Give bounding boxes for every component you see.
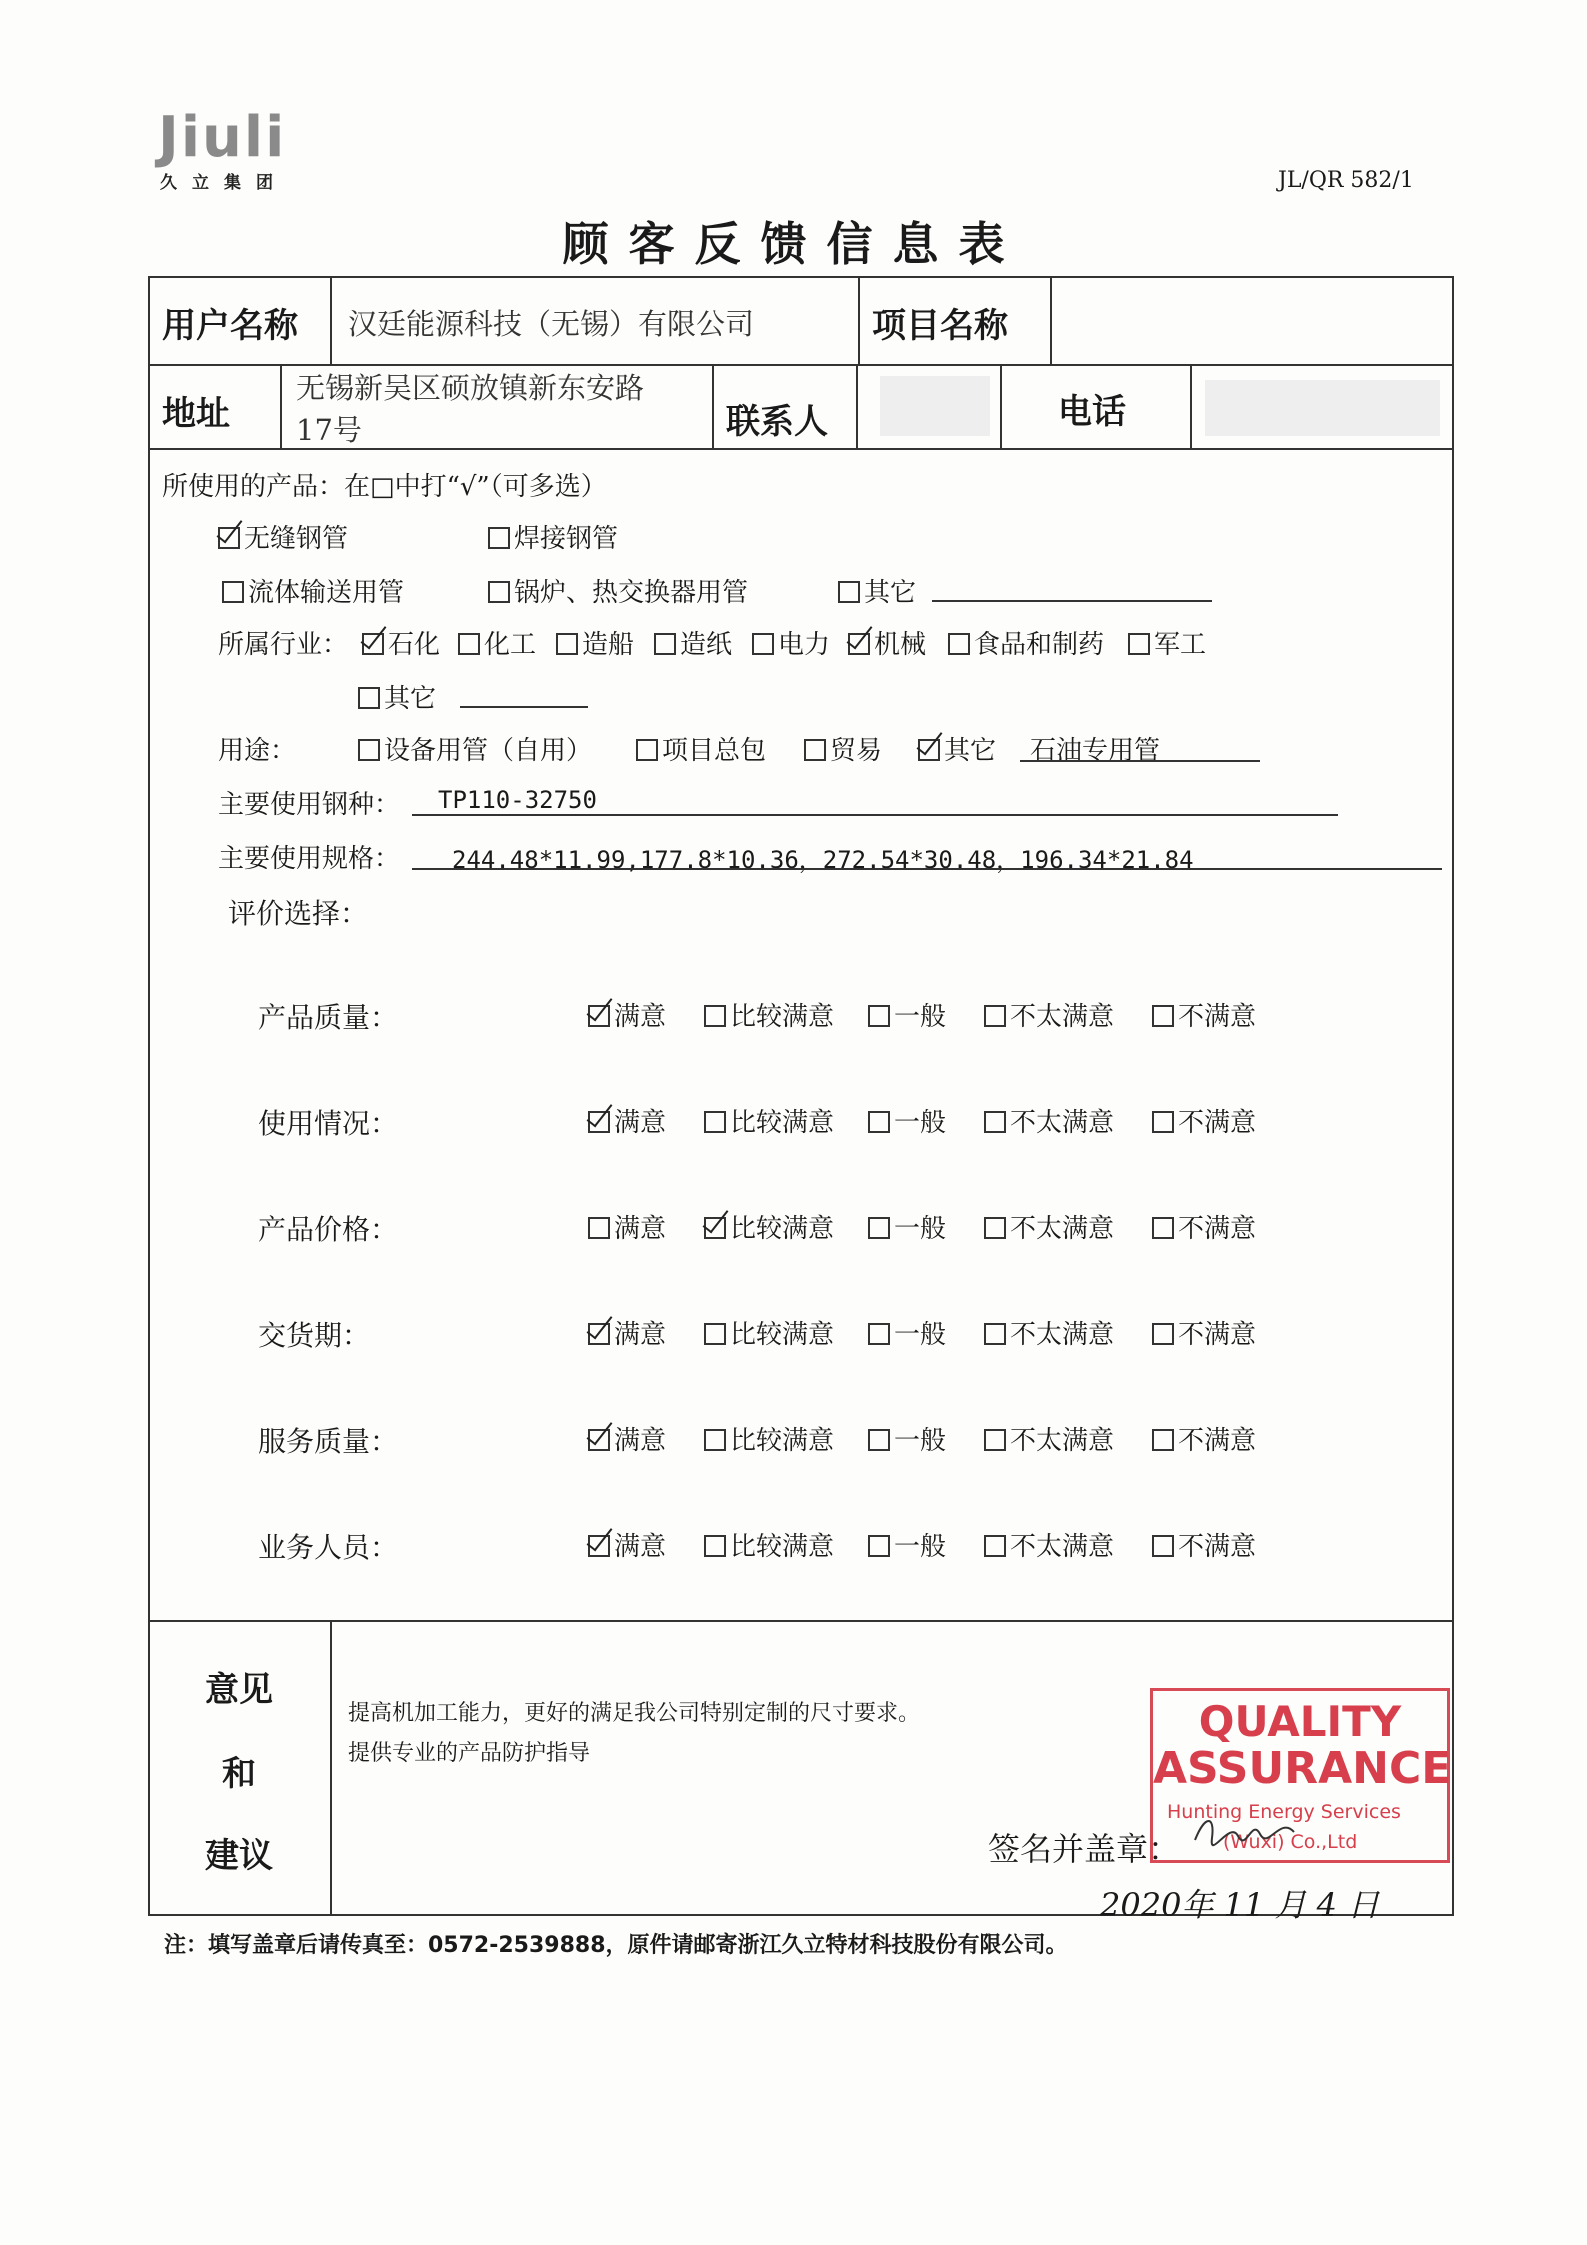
evaluation-option[interactable]: 不太满意	[984, 1526, 1114, 1563]
checkbox-icon	[704, 1535, 726, 1557]
steel-value: TP110-32750	[438, 786, 597, 814]
opinion-label-2: 和	[222, 1754, 256, 1794]
checkbox-icon	[358, 739, 380, 761]
evaluation-option[interactable]: 不太满意	[984, 1420, 1114, 1457]
col-divider	[1000, 364, 1002, 448]
evaluation-option[interactable]: 比较满意	[704, 1526, 834, 1563]
checkbox-icon	[654, 633, 676, 655]
evaluation-row-label: 产品质量：	[258, 1001, 399, 1034]
col-divider	[330, 276, 332, 364]
form-title: 顾客反馈信息表	[562, 217, 1025, 271]
col-divider	[330, 1620, 332, 1916]
spec-label: 主要使用规格：	[218, 844, 401, 874]
checkbox-icon	[984, 1429, 1006, 1451]
checkbox-icon	[1152, 1111, 1174, 1133]
evaluation-option[interactable]: 不满意	[1152, 1526, 1256, 1563]
checkbox-icon	[588, 1111, 610, 1133]
evaluation-row-label: 产品价格：	[258, 1213, 399, 1246]
evaluation-option[interactable]: 一般	[868, 1420, 946, 1457]
product-seamless[interactable]: 无缝钢管	[218, 518, 348, 555]
checkbox-icon	[704, 1323, 726, 1345]
opinion-label-1: 意见	[205, 1670, 273, 1710]
checkbox-icon	[704, 1005, 726, 1027]
evaluation-row-label: 使用情况：	[258, 1107, 399, 1140]
evaluation-row-label: 服务质量：	[258, 1425, 399, 1458]
opinion-line-2: 提供专业的产品防护指导	[348, 1741, 591, 1766]
product-other[interactable]: 其它	[838, 572, 916, 609]
col-divider	[1190, 364, 1192, 448]
stamp-line-3: Hunting Energy Services	[1167, 1801, 1401, 1823]
evaluation-option[interactable]: 满意	[588, 1420, 666, 1457]
evaluation-option[interactable]: 不满意	[1152, 1208, 1256, 1245]
checkbox-icon	[804, 739, 826, 761]
industry-shipbuilding[interactable]: 造船	[556, 624, 634, 661]
checkbox-icon	[848, 633, 870, 655]
evaluation-option[interactable]: 不满意	[1152, 996, 1256, 1033]
checkbox-icon	[704, 1217, 726, 1239]
evaluation-option[interactable]: 一般	[868, 1102, 946, 1139]
checkbox-icon	[1152, 1005, 1174, 1027]
steel-line	[412, 814, 1338, 816]
evaluation-option[interactable]: 不太满意	[984, 996, 1114, 1033]
user-name-label: 用户名称	[162, 306, 298, 346]
address-line-1: 无锡新吴区硕放镇新东安路	[296, 371, 645, 405]
evaluation-option[interactable]: 不太满意	[984, 1208, 1114, 1245]
stamp-line-4: (Wuxi) Co.,Ltd	[1223, 1831, 1358, 1853]
col-divider	[1050, 276, 1052, 364]
usage-other-line	[1020, 760, 1260, 762]
checkbox-icon	[704, 1111, 726, 1133]
checkbox-icon	[984, 1535, 1006, 1557]
industry-paper[interactable]: 造纸	[654, 624, 732, 661]
usage-trade[interactable]: 贸易	[804, 730, 882, 767]
evaluation-option[interactable]: 比较满意	[704, 1420, 834, 1457]
usage-label: 用途：	[218, 736, 297, 766]
row-divider	[148, 1620, 1454, 1622]
checkbox-icon	[358, 687, 380, 709]
checkbox-icon	[218, 527, 240, 549]
spec-line	[412, 868, 1442, 870]
evaluation-option[interactable]: 比较满意	[704, 996, 834, 1033]
checkbox-icon	[918, 739, 940, 761]
sign-date: 2020年 11 月 4 日	[1100, 1886, 1380, 1924]
sign-label: 签名并盖章：	[988, 1830, 1181, 1868]
evaluation-option[interactable]: 不满意	[1152, 1102, 1256, 1139]
evaluation-option[interactable]: 满意	[588, 1314, 666, 1351]
checkbox-icon	[1152, 1217, 1174, 1239]
checkbox-icon	[588, 1535, 610, 1557]
evaluation-option[interactable]: 一般	[868, 1526, 946, 1563]
evaluation-option[interactable]: 一般	[868, 1208, 946, 1245]
checkbox-icon	[636, 739, 658, 761]
company-logo-subtitle: 久立集团	[160, 173, 288, 193]
col-divider	[280, 364, 282, 448]
evaluation-option[interactable]: 满意	[588, 996, 666, 1033]
checkbox-icon	[588, 1005, 610, 1027]
checkbox-icon	[984, 1111, 1006, 1133]
checkbox-icon	[588, 1429, 610, 1451]
project-name-label: 项目名称	[872, 306, 1008, 346]
checkbox-icon	[488, 581, 510, 603]
products-instruction: 所使用的产品：在□中打“√”（可多选）	[162, 472, 607, 502]
industry-other[interactable]: 其它	[358, 678, 436, 715]
redacted-contact	[880, 376, 990, 436]
address-line-2: 17号	[296, 413, 362, 447]
col-divider	[858, 276, 860, 364]
redacted-phone	[1205, 380, 1440, 436]
checkbox-icon	[868, 1217, 890, 1239]
industry-petrochem[interactable]: 石化	[362, 624, 440, 661]
product-boiler[interactable]: 锅炉、热交换器用管	[488, 572, 748, 609]
evaluation-option[interactable]: 不太满意	[984, 1102, 1114, 1139]
signature	[1190, 1810, 1300, 1850]
evaluation-heading: 评价选择：	[228, 897, 369, 930]
spec-value: 244.48*11.99,177.8*10.36，272.54*30.48，196.34*21.84	[452, 846, 1194, 874]
industry-other-line	[460, 706, 588, 708]
checkbox-icon	[752, 633, 774, 655]
checkbox-icon	[1152, 1429, 1174, 1451]
checkbox-icon	[704, 1429, 726, 1451]
industry-power[interactable]: 电力	[752, 624, 830, 661]
checkbox-icon	[1152, 1535, 1174, 1557]
checkbox-icon	[556, 633, 578, 655]
steel-label: 主要使用钢种：	[218, 790, 401, 820]
checkbox-icon	[984, 1323, 1006, 1345]
checkbox-icon	[458, 633, 480, 655]
checkbox-icon	[222, 581, 244, 603]
evaluation-option[interactable]: 不满意	[1152, 1314, 1256, 1351]
usage-other-value: 石油专用管	[1030, 736, 1161, 766]
stamp-line-2: ASSURANCE	[1153, 1743, 1452, 1794]
usage-project[interactable]: 项目总包	[636, 730, 766, 767]
usage-equipment[interactable]: 设备用管（自用）	[358, 730, 592, 767]
evaluation-option[interactable]: 比较满意	[704, 1314, 834, 1351]
phone-label: 电话	[1058, 392, 1126, 432]
evaluation-row-label: 交货期：	[258, 1319, 371, 1352]
evaluation-option[interactable]: 不满意	[1152, 1420, 1256, 1457]
checkbox-icon	[838, 581, 860, 603]
evaluation-option[interactable]: 不太满意	[984, 1314, 1114, 1351]
checkbox-icon	[868, 1323, 890, 1345]
product-welded[interactable]: 焊接钢管	[488, 518, 618, 555]
form-code: JL/QR 582/1	[1278, 168, 1414, 193]
footer-note: 注：填写盖章后请传真至：0572-2539888，原件请邮寄浙江久立特材科技股份有限公司。	[164, 1933, 1068, 1958]
industry-military[interactable]: 军工	[1128, 624, 1206, 661]
industry-machinery[interactable]: 机械	[848, 624, 926, 661]
checkbox-icon	[362, 633, 384, 655]
product-other-line	[932, 600, 1212, 602]
checkbox-icon	[588, 1217, 610, 1239]
evaluation-option[interactable]: 比较满意	[704, 1102, 834, 1139]
evaluation-row-label: 业务人员：	[258, 1531, 399, 1564]
checkbox-icon	[1128, 633, 1150, 655]
evaluation-option[interactable]: 比较满意	[704, 1208, 834, 1245]
checkbox-icon	[948, 633, 970, 655]
company-logo: Jiuli	[158, 105, 287, 170]
checkbox-icon	[868, 1005, 890, 1027]
checkbox-icon	[984, 1217, 1006, 1239]
industry-food-pharma[interactable]: 食品和制药	[948, 624, 1104, 661]
checkbox-icon	[868, 1429, 890, 1451]
industry-label: 所属行业：	[218, 630, 349, 660]
checkbox-icon	[588, 1323, 610, 1345]
evaluation-option[interactable]: 一般	[868, 1314, 946, 1351]
product-fluid[interactable]: 流体输送用管	[222, 572, 404, 609]
usage-other[interactable]: 其它	[918, 730, 996, 767]
checkbox-icon	[868, 1535, 890, 1557]
evaluation-option[interactable]: 满意	[588, 1526, 666, 1563]
user-name-value: 汉廷能源科技（无锡）有限公司	[348, 307, 755, 341]
checkbox-icon	[868, 1111, 890, 1133]
evaluation-option[interactable]: 一般	[868, 996, 946, 1033]
opinion-label-3: 建议	[205, 1836, 273, 1876]
evaluation-option[interactable]: 满意	[588, 1208, 666, 1245]
checkbox-icon	[984, 1005, 1006, 1027]
col-divider	[856, 364, 858, 448]
stamp-line-1: QUALITY	[1198, 1697, 1402, 1746]
col-divider	[712, 364, 714, 448]
contact-label: 联系人	[726, 402, 828, 442]
checkbox-icon	[1152, 1323, 1174, 1345]
evaluation-option[interactable]: 满意	[588, 1102, 666, 1139]
checkbox-icon	[488, 527, 510, 549]
opinion-line-1: 提高机加工能力，更好的满足我公司特别定制的尺寸要求。	[348, 1701, 921, 1726]
industry-chemical[interactable]: 化工	[458, 624, 536, 661]
address-label: 地址	[162, 394, 230, 434]
